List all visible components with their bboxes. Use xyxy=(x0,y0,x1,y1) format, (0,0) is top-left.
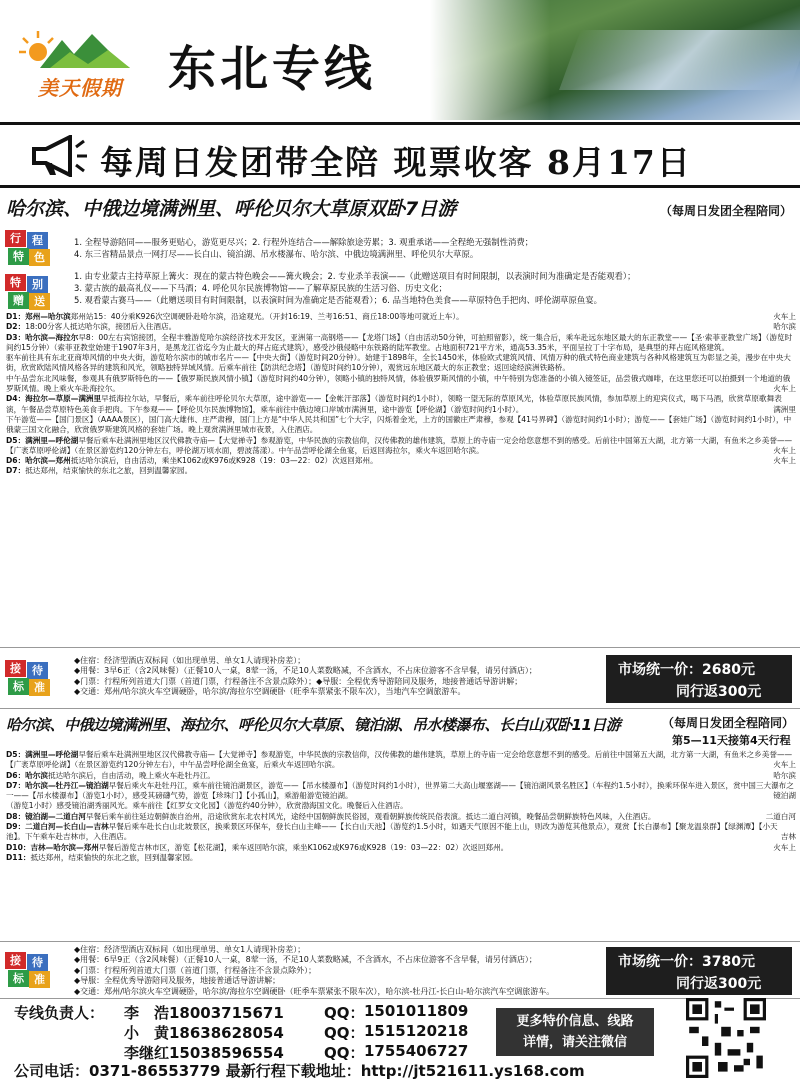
tour1-itinerary xyxy=(6,312,796,644)
tour1-gifts: 1. 由专业蒙古主持草原上篝火：现在的蒙古特色晚会——篝火晚会；2. 专业杀羊表演——（此赠送项目有时间限制，以表演时间为准确定是否能观看）； 3. 蒙古族的最高礼仪——下马酒；4. 呼伦贝尔民族博物馆——了解草原民族的生活习俗、历史文化； 5. 观看蒙古赛马——（此赠送项目有时间限制，以表演时间为准确定是否能观看）；6. 品当地特色美食——草原特色手把肉、呼伦湖草原鱼宴。 xyxy=(74,271,636,305)
itinerary-day xyxy=(6,322,796,332)
day-accommodation: 满洲里 xyxy=(773,404,796,414)
day-accommodation: 火车上 xyxy=(773,456,796,466)
day-description: 早8：00左右宾馆接团，全程丰雅游览哈尔滨经济技术开发区，亚洲第一高钢塔——【龙塔门场】（自由活动50分钟，可拍照留影），统一集合后，乘车赴远东地区最大的东正教堂——【圣·索菲亚教堂广场】（游览时间约15分钟）（索菲亚教堂始建于1907年3月，是黑龙江省迄今为止最大的拜占庭式建筑），感受沙俄侵略中东铁路的陆军教堂。占地面积721平方米，通高53.35米，平面呈拉丁十字布局，是典型的拜占庭风格建筑。 xyxy=(6,332,793,352)
itinerary-day xyxy=(6,456,796,466)
itinerary-day xyxy=(6,771,796,781)
day-description: 驱车前往具有东北亚商埠风情的中央大街，游览哈尔滨市的城市名片——【中央大街】（游览时间20分钟）。始建于1898年，全长1450米，体验欧式建筑风情、风情万种的俄式特色商业建筑与各种风格建筑互为彰显之美，漫步在中央大街，欣赏欧陆风情风格各异的建筑和风光，领略独特异域风情。后乘车前往【防洪纪念塔】（游览时间约10分钟），观赏远东地区最大的东正教堂；返回途经滨洲铁路桥。 xyxy=(6,353,791,373)
brand-logo xyxy=(10,18,150,98)
itinerary-day xyxy=(6,781,796,802)
day-label: D5：满洲里—呼伦湖 xyxy=(6,750,79,759)
day-description: （游览1小时）感受镜泊湖秀丽风光。乘车前往【红罗女文化园】（游览约40分钟），欣赏渤海国文化。晚餐后入住酒店。 xyxy=(6,801,408,811)
day-description: 早餐后乘车前往延边朝鲜族自治州，沿途欣赏东北农村风光，途经中国朝鲜族民俗园，观看朝鲜族传统民俗表演。抵达二道白河镇，晚餐品尝朝鲜族特色风味，入住酒店。 xyxy=(85,811,656,821)
day-accommodation: 镜泊湖 xyxy=(773,791,796,801)
day-label: D6：哈尔滨 xyxy=(6,770,48,780)
gift-tag: 特 别 赠 送 xyxy=(5,274,51,310)
tour2-subtitle: （每周日发团全程陪同） xyxy=(662,716,795,730)
tour2-discount: 同行返300元 xyxy=(676,976,762,992)
qq-label: QQ： xyxy=(324,1044,365,1062)
tour1-features: 1. 全程导游陪同——服务更贴心，游览更尽兴；2. 行程外连结合——解除旅途劳累；3. 观重承诺——全程绝无强制性消费； 4. 东三省精品景点一网打尽——长白山、镜泊湖、吊水楼瀑布、哈尔滨、中俄边境满洲里、呼伦贝尔大草原。 xyxy=(74,237,534,259)
tour2-standards xyxy=(0,941,800,999)
day-accommodation: 吉林 xyxy=(780,832,796,842)
departure-banner xyxy=(0,122,800,188)
day-description: 抵达哈尔滨后，自由活动，乘坐K1062或K976或K928（19：03—22：02）次返回郑州。 xyxy=(70,456,378,466)
itinerary-day xyxy=(6,436,796,457)
day-label: D3：哈尔滨—海拉尔 xyxy=(6,332,79,342)
day-description: 早餐后乘车赴长白山北坡景区，换乘景区环保车，登长白山主峰——【长白山天池】（游览约1.5小时，如遇天气原因不能上山，则改为游览其他景点），观赏【长白瀑布】【聚龙温泉群】【绿渊潭】【小天池】。下午乘车赴吉林市，入住酒店。 xyxy=(6,822,778,842)
day-description: 早抵海拉尔站，早餐后，乘车前往呼伦贝尔大草原，途中游览——【金帐汗部落】（游览时间约1小时），领略一望无际的草原风光，体验草原民族风情，参加草原上的迎宾仪式，喝下马酒，欣赏草原歌舞表演，午餐品尝草原特色美食手把肉。下午参观——【呼伦贝尔民族博物馆】，乘车前往中俄边境口岸城市满洲里，途中游览【呼伦湖】（游览时间约1小时）。 xyxy=(6,394,782,414)
day-label: D4：海拉尔—草原—满洲里 xyxy=(6,394,102,404)
tour2-standard-list: ◆住宿：经济型酒店双标间（如出现单男、单女1人请现补房差）； ◆用餐：6早9正（含2风味餐）（正餐10人一桌，8荤一汤，不足10人菜数略减，不含酒水，不占床位游客不含早餐，请另付酒店）； ◆门票：行程所列首道大门票（首道门票，行程备注不含景点除外）； ◆导服：全程优秀导游陪同及服务，地接普通话导游讲解； ◆交通：郑州/哈尔滨火车空调硬卧，哈尔滨/海拉尔空调硬卧（旺季车票紧张不限车次），哈尔滨-牡丹江-长白山-哈尔滨汽车空调旅游车。 xyxy=(74,945,555,996)
qq-number[interactable]: 1501011809 xyxy=(364,1002,469,1020)
day-accommodation: 火车上 xyxy=(773,445,796,455)
day-accommodation: 火车上 xyxy=(773,760,796,770)
page-title: 东北专线 xyxy=(168,41,377,97)
itinerary-day xyxy=(6,374,796,395)
mountain-icon xyxy=(40,30,130,70)
qq-number[interactable]: 1515120218 xyxy=(364,1022,469,1040)
day-label: D1：郑州—哈尔滨 xyxy=(6,312,71,321)
day-label: D5：满洲里—呼伦湖 xyxy=(6,435,79,445)
itinerary-day xyxy=(6,353,796,374)
megaphone-icon xyxy=(30,135,88,177)
wechat-info-box: 更多特价信息、线路 详情，请关注微信 xyxy=(496,1008,654,1056)
itinerary-day xyxy=(6,333,796,354)
day-description: 早餐后乘火车赴牡丹江，乘车前往镜泊湖景区，游览——【吊水楼瀑布】（游览时间约1小时），世界第二大高山堰塞湖——【镜泊湖风景名胜区】（车程约1.5小时），换乘环保车进入景区，赏中国三大瀑布之一——【吊水楼瀑布】（游览1小时），感受其磅礴气势，游览【珍珠门】【小孤山】，乘游船游览镜泊湖。 xyxy=(6,780,794,801)
day-accommodation: 哈尔滨 xyxy=(773,322,796,332)
contact-name-phone[interactable]: 李 浩18003715671 xyxy=(124,1004,284,1022)
logo-text: 美天假期 xyxy=(38,76,122,100)
standard-tag: 接 待 标 准 xyxy=(5,952,51,988)
qq-number[interactable]: 1755406727 xyxy=(364,1042,469,1060)
tour2-subtitle-2: 第5—11天接第4天行程 xyxy=(672,734,791,747)
day-label: D2： xyxy=(6,322,26,332)
day-label: D8：镜泊湖—二道白河 xyxy=(6,811,86,821)
day-description: 早餐后乘车赴满洲里地区汉代佛教寺庙—【大觉禅寺】参观游览，中华民族的宗教信仰，汉传佛教的雄伟建筑，草原上的寺庙一定会给您意想不到的感受。后前往中国第五大湖，北方第一大湖，有鱼米之乡美誉——【广袤草原呼伦湖】（在景区游览约120分钟左右，呼伦湖万顷水面，碧波荡漾）。中午品尝呼伦湖全鱼宴，后返回海拉尔，乘火车返回哈尔滨。 xyxy=(6,435,793,455)
tour1-price-box xyxy=(606,655,792,703)
day-label: D11： xyxy=(6,852,31,862)
day-accommodation: 火车上 xyxy=(773,384,796,394)
itinerary-day xyxy=(6,750,796,771)
feature-tag: 行 程 特 色 xyxy=(5,230,51,266)
tour1-discount: 同行返300元 xyxy=(676,684,762,700)
itinerary-day xyxy=(6,843,796,853)
day-description: 郑州站15：40分乘K926次空调硬卧赴哈尔滨，沿途观光。（开封16:19、兰考16:51、商丘18:00等地可就近上车）。 xyxy=(70,312,464,321)
tour1-subtitle: （每周日发团全程陪同） xyxy=(660,204,793,218)
itinerary-day xyxy=(6,801,796,811)
day-label: D9：二道白河—长白山—吉林 xyxy=(6,822,109,832)
day-accommodation: 火车上 xyxy=(773,842,796,852)
tour2-title: 哈尔滨、中俄边境满洲里、海拉尔、呼伦贝尔大草原、镜泊湖、吊水楼瀑布、长白山双卧11日游 xyxy=(6,716,621,734)
header xyxy=(0,0,800,120)
banner-text: 每周日发团带全陪 现票收客 8月17日 xyxy=(100,143,692,182)
qq-label: QQ： xyxy=(324,1024,365,1042)
tour2-price: 市场统一价：3780元 xyxy=(618,954,755,970)
contact-name-phone[interactable]: 小 黄18638628054 xyxy=(124,1024,284,1042)
day-label: D7： xyxy=(6,466,26,476)
qr-code-icon[interactable] xyxy=(686,998,766,1078)
qq-label: QQ： xyxy=(324,1004,365,1022)
tour1-standard-list: ◆住宿：经济型酒店双标间（如出现单男、单女1人请现补房差）； ◆用餐：3早6正（含2风味餐）（正餐10人一桌，8荤一汤，不足10人菜数略减，不含酒水，不占床位游客不含早餐，请另付酒店）； ◆门票：行程所列首道大门票（首道门票，行程备注不含景点除外）；◆导服：全程优秀导游陪同及服务，地接普通话导游讲解； ◆交通：郑州/哈尔滨火车空调硬卧，哈尔滨/海拉尔空调硬卧（旺季车票紧张不限车次），当地汽车空调旅游车。 xyxy=(74,656,537,697)
day-description: 抵达郑州，结束愉快的东北之旅，回到温馨家园。 xyxy=(25,466,193,476)
itinerary-day xyxy=(6,394,796,415)
tour1-standards xyxy=(0,647,800,709)
company-phone-and-url[interactable]: 公司电话：0371-86553779 最新行程下载地址：http://jt521611.ys168.com xyxy=(14,1062,585,1080)
day-accommodation: 二道白河 xyxy=(765,811,796,821)
header-landscape-photo xyxy=(430,0,800,120)
itinerary-day xyxy=(6,415,796,436)
tour1-title: 哈尔滨、中俄边境满洲里、呼伦贝尔大草原双卧7日游 xyxy=(6,198,457,220)
tour2-itinerary xyxy=(6,750,796,940)
day-description: 下午游览——【国门景区】（AAAA景区），国门高大雄伟、庄严肃穆，国门上方是“中华人民共和国”七个大字，闪烁着金光，上方的国徽庄严肃穆，参观【41号界碑】（游览时间约1小时）；游览——【套娃广场】（游览时间约1小时），中俄蒙三国文化融合，欣赏俄罗斯建筑风格的套娃广场。晚上观赏满洲里城市夜景，入住酒店。 xyxy=(6,414,792,435)
contact-name-phone[interactable]: 李继红15038596554 xyxy=(124,1044,284,1062)
itinerary-day xyxy=(6,466,796,476)
day-description: 早餐后游览吉林市区，游览【松花湖】，乘车返回哈尔滨，乘坐K1062或K976或K928（19：03—22：02）次返回郑州。 xyxy=(98,842,509,852)
day-description: 早餐后乘车赴满洲里地区汉代佛教寺庙—【大觉禅寺】参观游览，中华民族的宗教信仰，汉传佛教的雄伟建筑，草原上的寺庙一定会给您意想不到的感受。后前往中国第五大湖，北方第一大湖，有鱼米之乡美誉——【广袤草原呼伦湖】（在景区游览约120分钟左右），中午品尝呼伦湖全鱼宴，后乘火车返回哈尔滨。 xyxy=(6,750,793,770)
day-description: 抵达哈尔滨后，自由活动，晚上乘火车赴牡丹江。 xyxy=(47,770,216,780)
day-label: D6：哈尔滨—郑州 xyxy=(6,456,71,466)
day-description: 18:00分客人抵达哈尔滨，接团后入住酒店。 xyxy=(25,322,177,332)
day-label: D7：哈尔滨—牡丹江—镜泊湖 xyxy=(6,780,109,790)
tour2-price-box xyxy=(606,947,792,995)
day-description: 中午品尝东北风味餐，参观具有俄罗斯特色的——【俄罗斯民族风情小镇】（游览时间约40分钟），领略小镇的独特风情，体验俄罗斯风情的小镇，中午特别为您准备的小镇入镜签证，品尝俄式咖啡，在这里您还可以拍摄到一个地道的俄罗斯风情。晚上乘火车赴海拉尔。 xyxy=(6,373,791,394)
standard-tag: 接 待 标 准 xyxy=(5,660,51,696)
river-graphic xyxy=(559,30,800,90)
tour1-price: 市场统一价：2680元 xyxy=(618,662,755,678)
itinerary-day xyxy=(6,822,796,843)
itinerary-day xyxy=(6,853,796,863)
itinerary-day xyxy=(6,312,796,322)
contact-label: 专线负责人： xyxy=(14,1004,105,1022)
day-label: D10：吉林—哈尔滨—郑州 xyxy=(6,842,99,852)
day-accommodation: 哈尔滨 xyxy=(773,770,796,780)
day-description: 抵达郑州，结束愉快的东北之旅，回到温馨家园。 xyxy=(30,852,198,862)
day-accommodation: 火车上 xyxy=(773,312,796,321)
itinerary-day xyxy=(6,812,796,822)
